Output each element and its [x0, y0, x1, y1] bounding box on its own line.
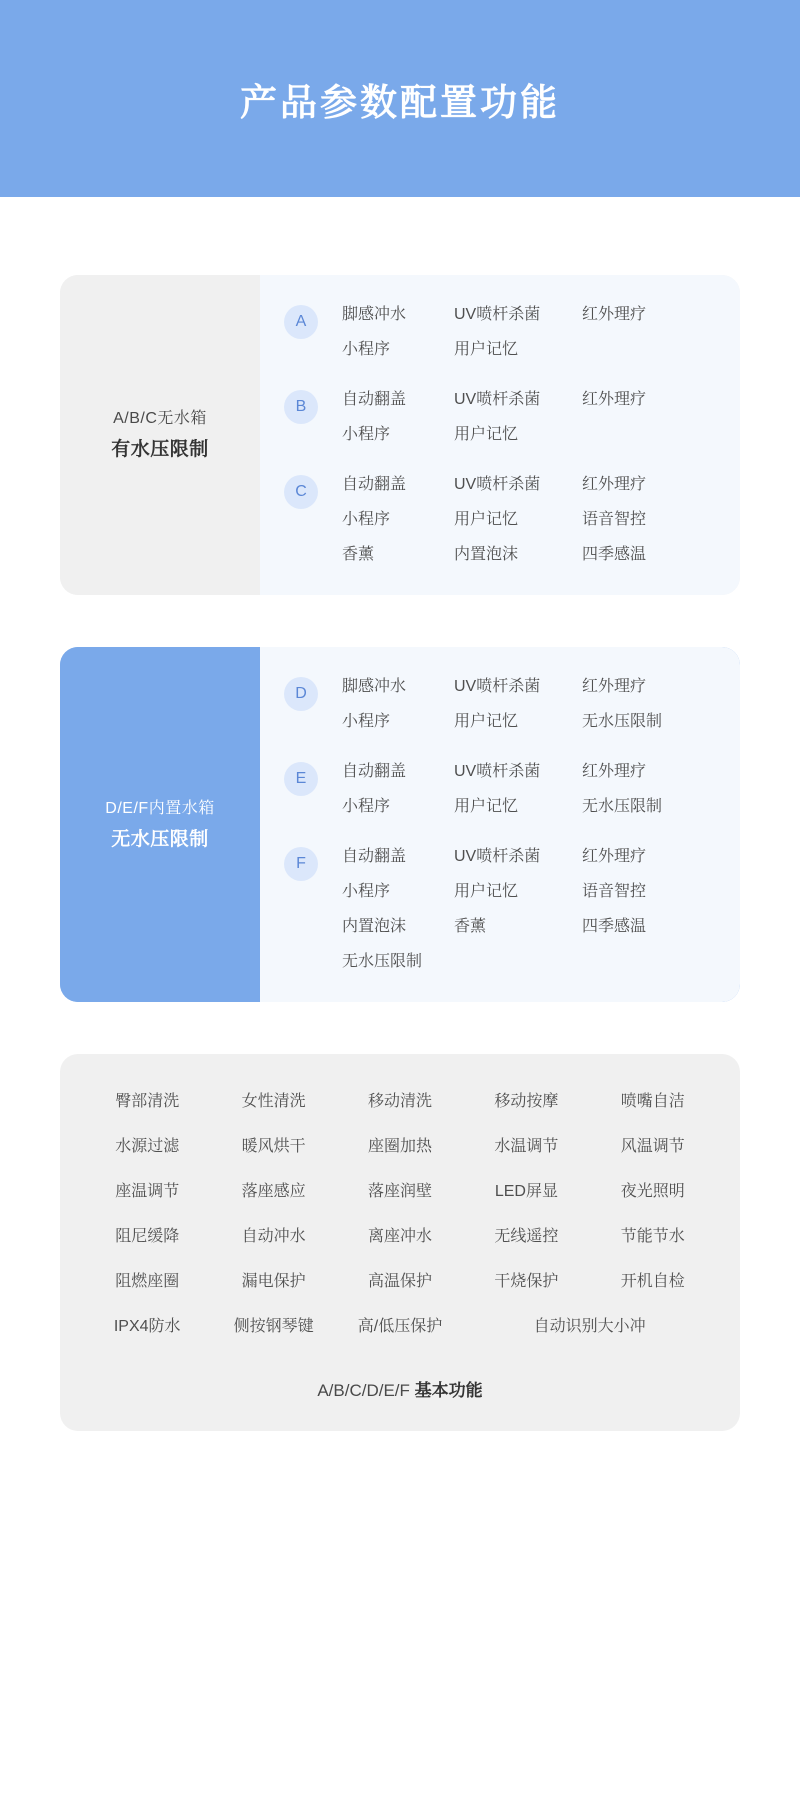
feature-item: 小程序 [342, 798, 391, 815]
model-row-b [284, 388, 716, 447]
feature-item: 香薰 [454, 918, 487, 935]
basic-feature-item: 节能节水 [620, 1228, 685, 1245]
basic-functions-caption [84, 1376, 716, 1407]
feature-item: 香薰 [342, 546, 375, 563]
model-row-a [284, 303, 716, 362]
basic-feature-item: 落座感应 [241, 1183, 306, 1200]
basic-feature-item: 臀部清洗 [115, 1093, 180, 1110]
feature-item: UV喷杆杀菌 [454, 848, 541, 865]
model-a-features [342, 303, 692, 362]
feature-item: 红外理疗 [582, 391, 647, 408]
basic-feature-item: 座圈加热 [367, 1138, 432, 1155]
model-badge-d: D [284, 677, 318, 711]
model-badge-a: A [284, 305, 318, 339]
feature-item: 无水压限制 [582, 713, 663, 730]
feature-item: UV喷杆杀菌 [454, 476, 541, 493]
basic-feature-item: 开机自检 [620, 1273, 685, 1290]
feature-item: 自动翻盖 [342, 476, 407, 493]
feature-item: 小程序 [342, 426, 391, 443]
group-abc-models [260, 275, 740, 595]
group-def-label [60, 647, 260, 1002]
feature-item: 红外理疗 [582, 476, 647, 493]
feature-item: 红外理疗 [582, 678, 647, 695]
bottom-spacer [0, 1431, 800, 1491]
basic-feature-item: 高/低压保护 [357, 1318, 443, 1335]
feature-item: 无水压限制 [582, 798, 663, 815]
feature-item: 红外理疗 [582, 763, 647, 780]
feature-item: 自动翻盖 [342, 391, 407, 408]
basic-feature-item: 自动识别大小冲 [533, 1318, 646, 1335]
basic-feature-item: IPX4防水 [113, 1318, 181, 1335]
feature-item: 脚感冲水 [342, 678, 407, 695]
page-title: 产品参数配置功能 [240, 81, 560, 123]
model-badge-e: E [284, 762, 318, 796]
basic-feature-item: 漏电保护 [241, 1273, 306, 1290]
group-abc-label-line2: 有水压限制 [111, 439, 209, 460]
basic-feature-item: 座温调节 [115, 1183, 180, 1200]
basic-feature-item: 移动清洗 [367, 1093, 432, 1110]
basic-functions-card [60, 1054, 740, 1431]
model-row-d [284, 675, 716, 734]
basic-feature-item: 高温保护 [367, 1273, 432, 1290]
feature-item: 脚感冲水 [342, 306, 407, 323]
feature-item: 用户记忆 [454, 798, 519, 815]
basic-feature-item: 阻尼缓降 [115, 1228, 180, 1245]
feature-item: 用户记忆 [454, 883, 519, 900]
feature-item: 自动翻盖 [342, 848, 407, 865]
feature-item: 红外理疗 [582, 848, 647, 865]
feature-item: 小程序 [342, 883, 391, 900]
feature-item: 用户记忆 [454, 511, 519, 528]
feature-item: 四季感温 [582, 918, 647, 935]
group-def-label-line2: 无水压限制 [111, 828, 209, 850]
feature-item: 内置泡沫 [454, 546, 519, 563]
model-badge-b: B [284, 390, 318, 424]
basic-feature-item: 喷嘴自洁 [620, 1093, 685, 1110]
feature-item: 小程序 [342, 341, 391, 358]
feature-item: 小程序 [342, 713, 391, 730]
basic-feature-item: 无线遥控 [494, 1228, 559, 1245]
basic-feature-item: 侧按钢琴键 [233, 1318, 314, 1335]
model-badge-f: F [284, 847, 318, 881]
model-d-features [342, 675, 692, 734]
feature-item: UV喷杆杀菌 [454, 763, 541, 780]
basic-feature-item: 水温调节 [494, 1138, 559, 1155]
basic-feature-item: 离座冲水 [367, 1228, 432, 1245]
feature-item: 内置泡沫 [342, 918, 407, 935]
basic-feature-item: 风温调节 [620, 1138, 685, 1155]
model-b-features [342, 388, 692, 447]
basic-caption-models: A/B/C/D/E/F [317, 1381, 410, 1400]
basic-feature-item: 暖风烘干 [241, 1138, 306, 1155]
page-banner [0, 0, 800, 197]
group-def-label-line1: D/E/F内置水箱 [105, 799, 215, 817]
basic-feature-item: 水源过滤 [115, 1138, 180, 1155]
basic-feature-item: 落座润壁 [367, 1183, 432, 1200]
group-card-def [60, 647, 740, 1002]
feature-item: UV喷杆杀菌 [454, 306, 541, 323]
feature-item: 小程序 [342, 511, 391, 528]
model-badge-c: C [284, 475, 318, 509]
model-row-c [284, 473, 716, 567]
feature-item: 用户记忆 [454, 341, 519, 358]
feature-item: UV喷杆杀菌 [454, 678, 541, 695]
basic-feature-item: 移动按摩 [494, 1093, 559, 1110]
basic-caption-label: 基本功能 [414, 1381, 483, 1400]
feature-item: 语音智控 [582, 883, 647, 900]
basic-feature-item: 自动冲水 [241, 1228, 306, 1245]
feature-item: 四季感温 [582, 546, 647, 563]
basic-feature-item: 女性清洗 [241, 1093, 306, 1110]
model-row-e [284, 760, 716, 819]
feature-item: 用户记忆 [454, 426, 519, 443]
basic-feature-item: 夜光照明 [620, 1183, 685, 1200]
group-def-models [260, 647, 740, 1002]
group-card-abc [60, 275, 740, 595]
basic-feature-item: 干烧保护 [494, 1273, 559, 1290]
group-abc-label-line1: A/B/C无水箱 [113, 410, 207, 427]
basic-functions-grid [84, 1088, 716, 1336]
feature-item: 用户记忆 [454, 713, 519, 730]
model-row-f [284, 845, 716, 974]
feature-item: 自动翻盖 [342, 763, 407, 780]
feature-item: UV喷杆杀菌 [454, 391, 541, 408]
basic-feature-item: LED屏显 [494, 1183, 558, 1200]
basic-feature-item: 阻燃座圈 [115, 1273, 180, 1290]
feature-item: 语音智控 [582, 511, 647, 528]
model-f-features [342, 845, 692, 974]
feature-item: 红外理疗 [582, 306, 647, 323]
group-abc-label [60, 275, 260, 595]
model-e-features [342, 760, 692, 819]
feature-item: 无水压限制 [342, 953, 423, 970]
model-c-features [342, 473, 692, 567]
